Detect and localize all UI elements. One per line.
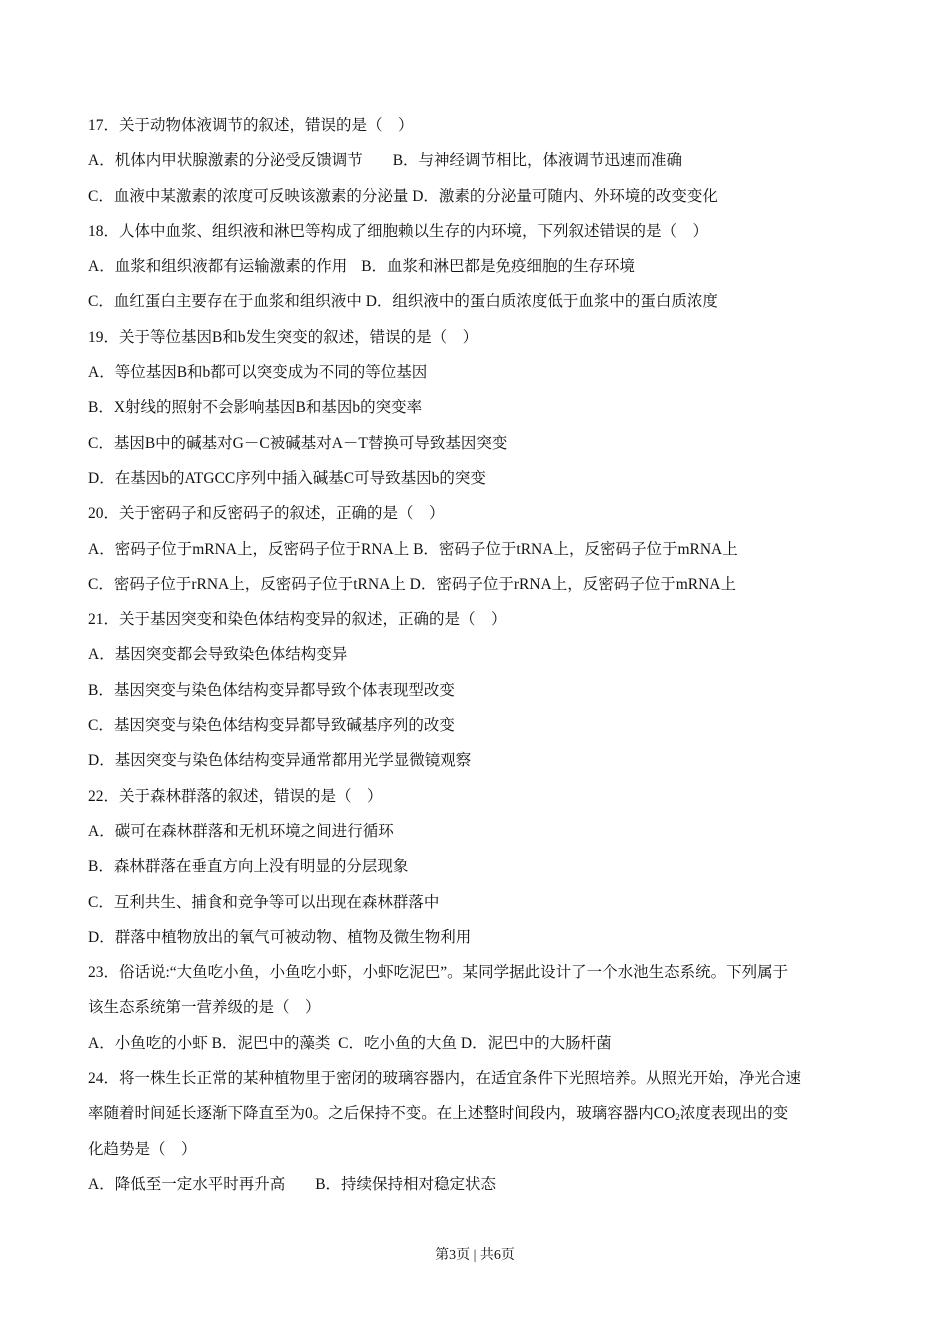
q19-option-d: D．在基因b的ATGCC序列中插入碱基C可导致基因b的突变: [88, 469, 486, 487]
question-list: [88, 108, 878, 1202]
q19-option-c: C．基因B中的碱基对G－C被碱基对A－T替换可导致基因突变: [88, 434, 508, 452]
q22-option-a: A．碳可在森林群落和无机环境之间进行循环: [88, 822, 394, 840]
q18-option-c: C．血红蛋白主要存在于血浆和组织液中: [88, 293, 362, 311]
q19-option-b: B．X射线的照射不会影响基因B和基因b的突变率: [88, 399, 423, 417]
q21-stem: 21．关于基因突变和染色体结构变异的叙述，正确的是（ ）: [88, 611, 507, 629]
q22-option-c: C．互利共生、捕食和竞争等可以出现在森林群落中: [88, 893, 440, 911]
q19-stem: 19．关于等位基因B和b发生突变的叙述，错误的是（ ）: [88, 328, 479, 346]
q17-option-c: C．血液中某激素的浓度可反映该激素的分泌量: [88, 187, 409, 205]
q23-option-b: B．泥巴中的藻类: [211, 1034, 331, 1052]
q22-option-d: D．群落中植物放出的氧气可被动物、植物及微生物利用: [88, 928, 472, 946]
q17-option-b: B．与神经调节相比，体液调节迅速而准确: [392, 152, 683, 170]
q18-option-b: B．血浆和淋巴都是免疫细胞的生存环境: [361, 258, 636, 276]
q23-option-c: C．吃小鱼的大鱼: [338, 1034, 458, 1052]
q18-stem: 18．人体中血浆、组织液和淋巴等构成了细胞赖以生存的内环境，下列叙述错误的是（ ）: [88, 222, 709, 240]
q19-option-a: A．等位基因B和b都可以突变成为不同的等位基因: [88, 364, 428, 382]
q24-option-a: A．降低至一定水平时再升高: [88, 1175, 286, 1193]
q24-option-b: B．持续保持相对稳定状态: [315, 1175, 497, 1193]
q24-stem-text: 率随着时间延长逐渐下降直至为0。之后保持不变。在上述整时间段内，玻璃容器内CO: [88, 1105, 676, 1123]
q20-stem: 20．关于密码子和反密码子的叙述，正确的是（ ）: [88, 505, 445, 523]
q17-option-a: A．机体内甲状腺激素的分泌受反馈调节: [88, 152, 363, 170]
q23-stem-line1: 23．俗话说:“大鱼吃小鱼，小鱼吃小虾，小虾吃泥巴”。某同学据此设计了一个水池生态系统。下列属于: [88, 964, 789, 982]
q20-option-b: B．密码子位于tRNA上，反密码子位于mRNA上: [413, 540, 738, 558]
co2-subscript: 2: [675, 1112, 680, 1123]
q21-option-a: A．基因突变都会导致染色体结构变异: [88, 646, 348, 664]
page-footer: 第3页 | 共6页: [435, 1248, 515, 1263]
q22-stem: 22．关于森林群落的叙述，错误的是（ ）: [88, 787, 383, 805]
q24-stem-line1: 24．将一株生长正常的某种植物里于密闭的玻璃容器内，在适宜条件下光照培养。从照光开始，净光合速: [88, 1070, 802, 1088]
q18-option-a: A．血浆和组织液都有运输激素的作用: [88, 258, 348, 276]
q17-option-d: D．激素的分泌量可随内、外环境的改变变化: [412, 187, 718, 205]
q21-option-c: C．基因突变与染色体结构变异都导致碱基序列的改变: [88, 717, 455, 735]
q24-stem-line2: [88, 1096, 878, 1131]
q23-option-d: D．泥巴中的大肠杆菌: [460, 1034, 612, 1052]
q24-stem-text-end: 浓度表现出的变: [679, 1105, 789, 1123]
q23-option-a: A．小鱼吃的小虾: [88, 1034, 208, 1052]
q18-option-d: D．组织液中的蛋白质浓度低于血浆中的蛋白质浓度: [365, 293, 718, 311]
q24-stem-line3: 化趋势是（ ）: [88, 1140, 197, 1158]
q22-option-b: B．森林群落在垂直方向上没有明显的分层现象: [88, 858, 409, 876]
q20-option-c: C．密码子位于rRNA上，反密码子位于tRNA上: [88, 575, 406, 593]
q23-stem-line2: 该生态系统第一营养级的是（ ）: [88, 999, 321, 1017]
q21-option-d: D．基因突变与染色体结构变异通常都用光学显微镜观察: [88, 752, 472, 770]
q20-option-a: A．密码子位于mRNA上，反密码子位于RNA上: [88, 540, 410, 558]
q17-stem: 17．关于动物体液调节的叙述，错误的是（ ）: [88, 117, 414, 134]
q20-option-d: D．密码子位于rRNA上，反密码子位于mRNA上: [409, 575, 737, 593]
q21-option-b: B．基因突变与染色体结构变异都导致个体表现型改变: [88, 681, 455, 699]
